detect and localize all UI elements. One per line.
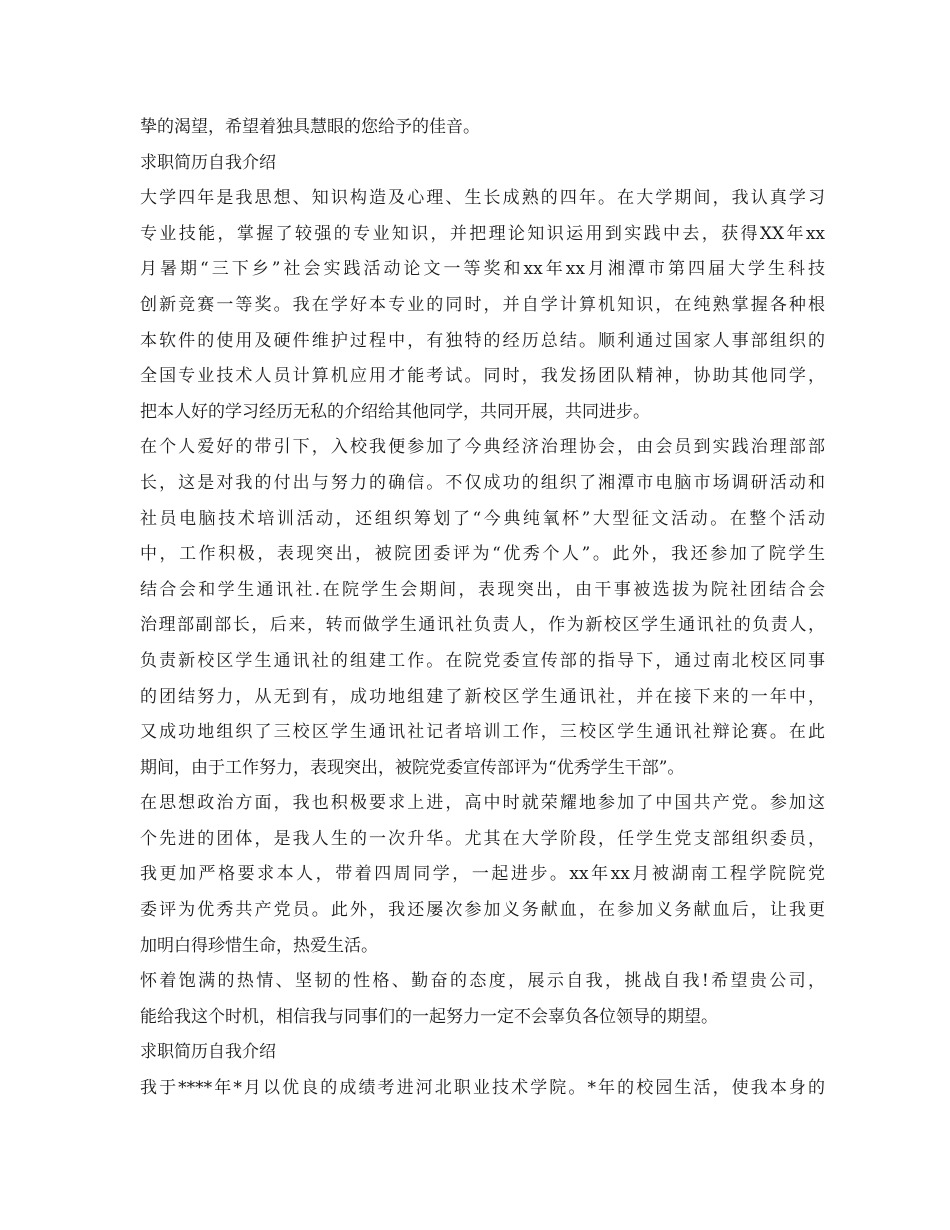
text-line: 能给我这个时机，相信我与同事们的一起努力一定不会辜负各位领导的期望。 xyxy=(140,1006,718,1027)
text-line: 的团结努力，从无到有，成功地组建了新校区学生通讯社，并在接下来的一年中， xyxy=(140,686,825,707)
section-heading: 求职简历自我介绍 xyxy=(140,1042,276,1063)
text-line: 加明白得珍惜生命，热爱生活。 xyxy=(140,935,378,956)
section-heading: 求职简历自我介绍 xyxy=(140,152,276,173)
text-line: 我更加严格要求本人，带着四周同学，一起进步。xx年xx月被湖南工程学院院党 xyxy=(140,864,825,885)
text-line: 把本人好的学习经历无私的介绍给其他同学，共同开展，共同进步。 xyxy=(140,401,650,422)
text-line: 委评为优秀共产党员。此外，我还屡次参加义务献血，在参加义务献血后，让我更 xyxy=(140,900,825,921)
text-line: 本软件的使用及硬件维护过程中，有独特的经历总结。顺利通过国家人事部组织的 xyxy=(140,330,825,351)
text-line: 治理部副部长，后来，转而做学生通讯社负责人，作为新校区学生通讯社的负责人， xyxy=(140,615,825,636)
text-line: 创新竞赛一等奖。我在学好本专业的同时，并自学计算机知识，在纯熟掌握各种根 xyxy=(140,294,825,315)
text-line: 个先进的团体，是我人生的一次升华。尤其在大学阶段，任学生党支部组织委员， xyxy=(140,828,825,849)
text-line: 在个人爱好的带引下，入校我便参加了今典经济治理协会，由会员到实践治理部部 xyxy=(140,437,825,458)
text-line: 专业技能，掌握了较强的专业知识，并把理论知识运用到实践中去，获得XX年xx xyxy=(140,223,825,244)
text-line: 又成功地组织了三校区学生通讯社记者培训工作，三校区学生通讯社辩论赛。在此 xyxy=(140,722,825,743)
text-line: 中，工作积极，表现突出，被院团委评为“优秀个人”。此外，我还参加了院学生 xyxy=(140,544,825,565)
text-line: 大学四年是我思想、知识构造及心理、生长成熟的四年。在大学期间，我认真学习 xyxy=(140,188,825,209)
text-line: 在思想政治方面，我也积极要求上进，高中时就荣耀地参加了中国共产党。参加这 xyxy=(140,793,825,814)
text-line: 期间，由于工作努力，表现突出，被院党委宣传部评为“优秀学生干部”。 xyxy=(140,757,685,778)
text-line: 月暑期“三下乡”社会实践活动论文一等奖和xx年xx月湘潭市第四届大学生科技 xyxy=(140,259,825,280)
text-line: 挚的渴望，希望着独具慧眼的您给予的佳音。 xyxy=(140,117,480,137)
text-line: 社员电脑技术培训活动，还组织筹划了“今典纯氧杯”大型征文活动。在整个活动 xyxy=(140,508,825,529)
document-body xyxy=(140,110,825,1107)
text-line: 负责新校区学生通讯社的组建工作。在院党委宣传部的指导下，通过南北校区同事 xyxy=(140,650,825,671)
text-line: 结合会和学生通讯社.在院学生会期间，表现突出，由干事被选拔为院社团结合会 xyxy=(140,579,825,600)
text-line: 怀着饱满的热情、坚韧的性格、勤奋的态度，展示自我，挑战自我!希望贵公司， xyxy=(140,971,825,992)
text-line: 长，这是对我的付出与努力的确信。不仅成功的组织了湘潭市电脑市场调研活动和 xyxy=(140,472,825,493)
text-line: 全国专业技术人员计算机应用才能考试。同时，我发扬团队精神，协助其他同学， xyxy=(140,366,825,387)
text-line: 我于****年*月以优良的成绩考进河北职业技术学院。*年的校园生活，使我本身的 xyxy=(140,1078,825,1099)
